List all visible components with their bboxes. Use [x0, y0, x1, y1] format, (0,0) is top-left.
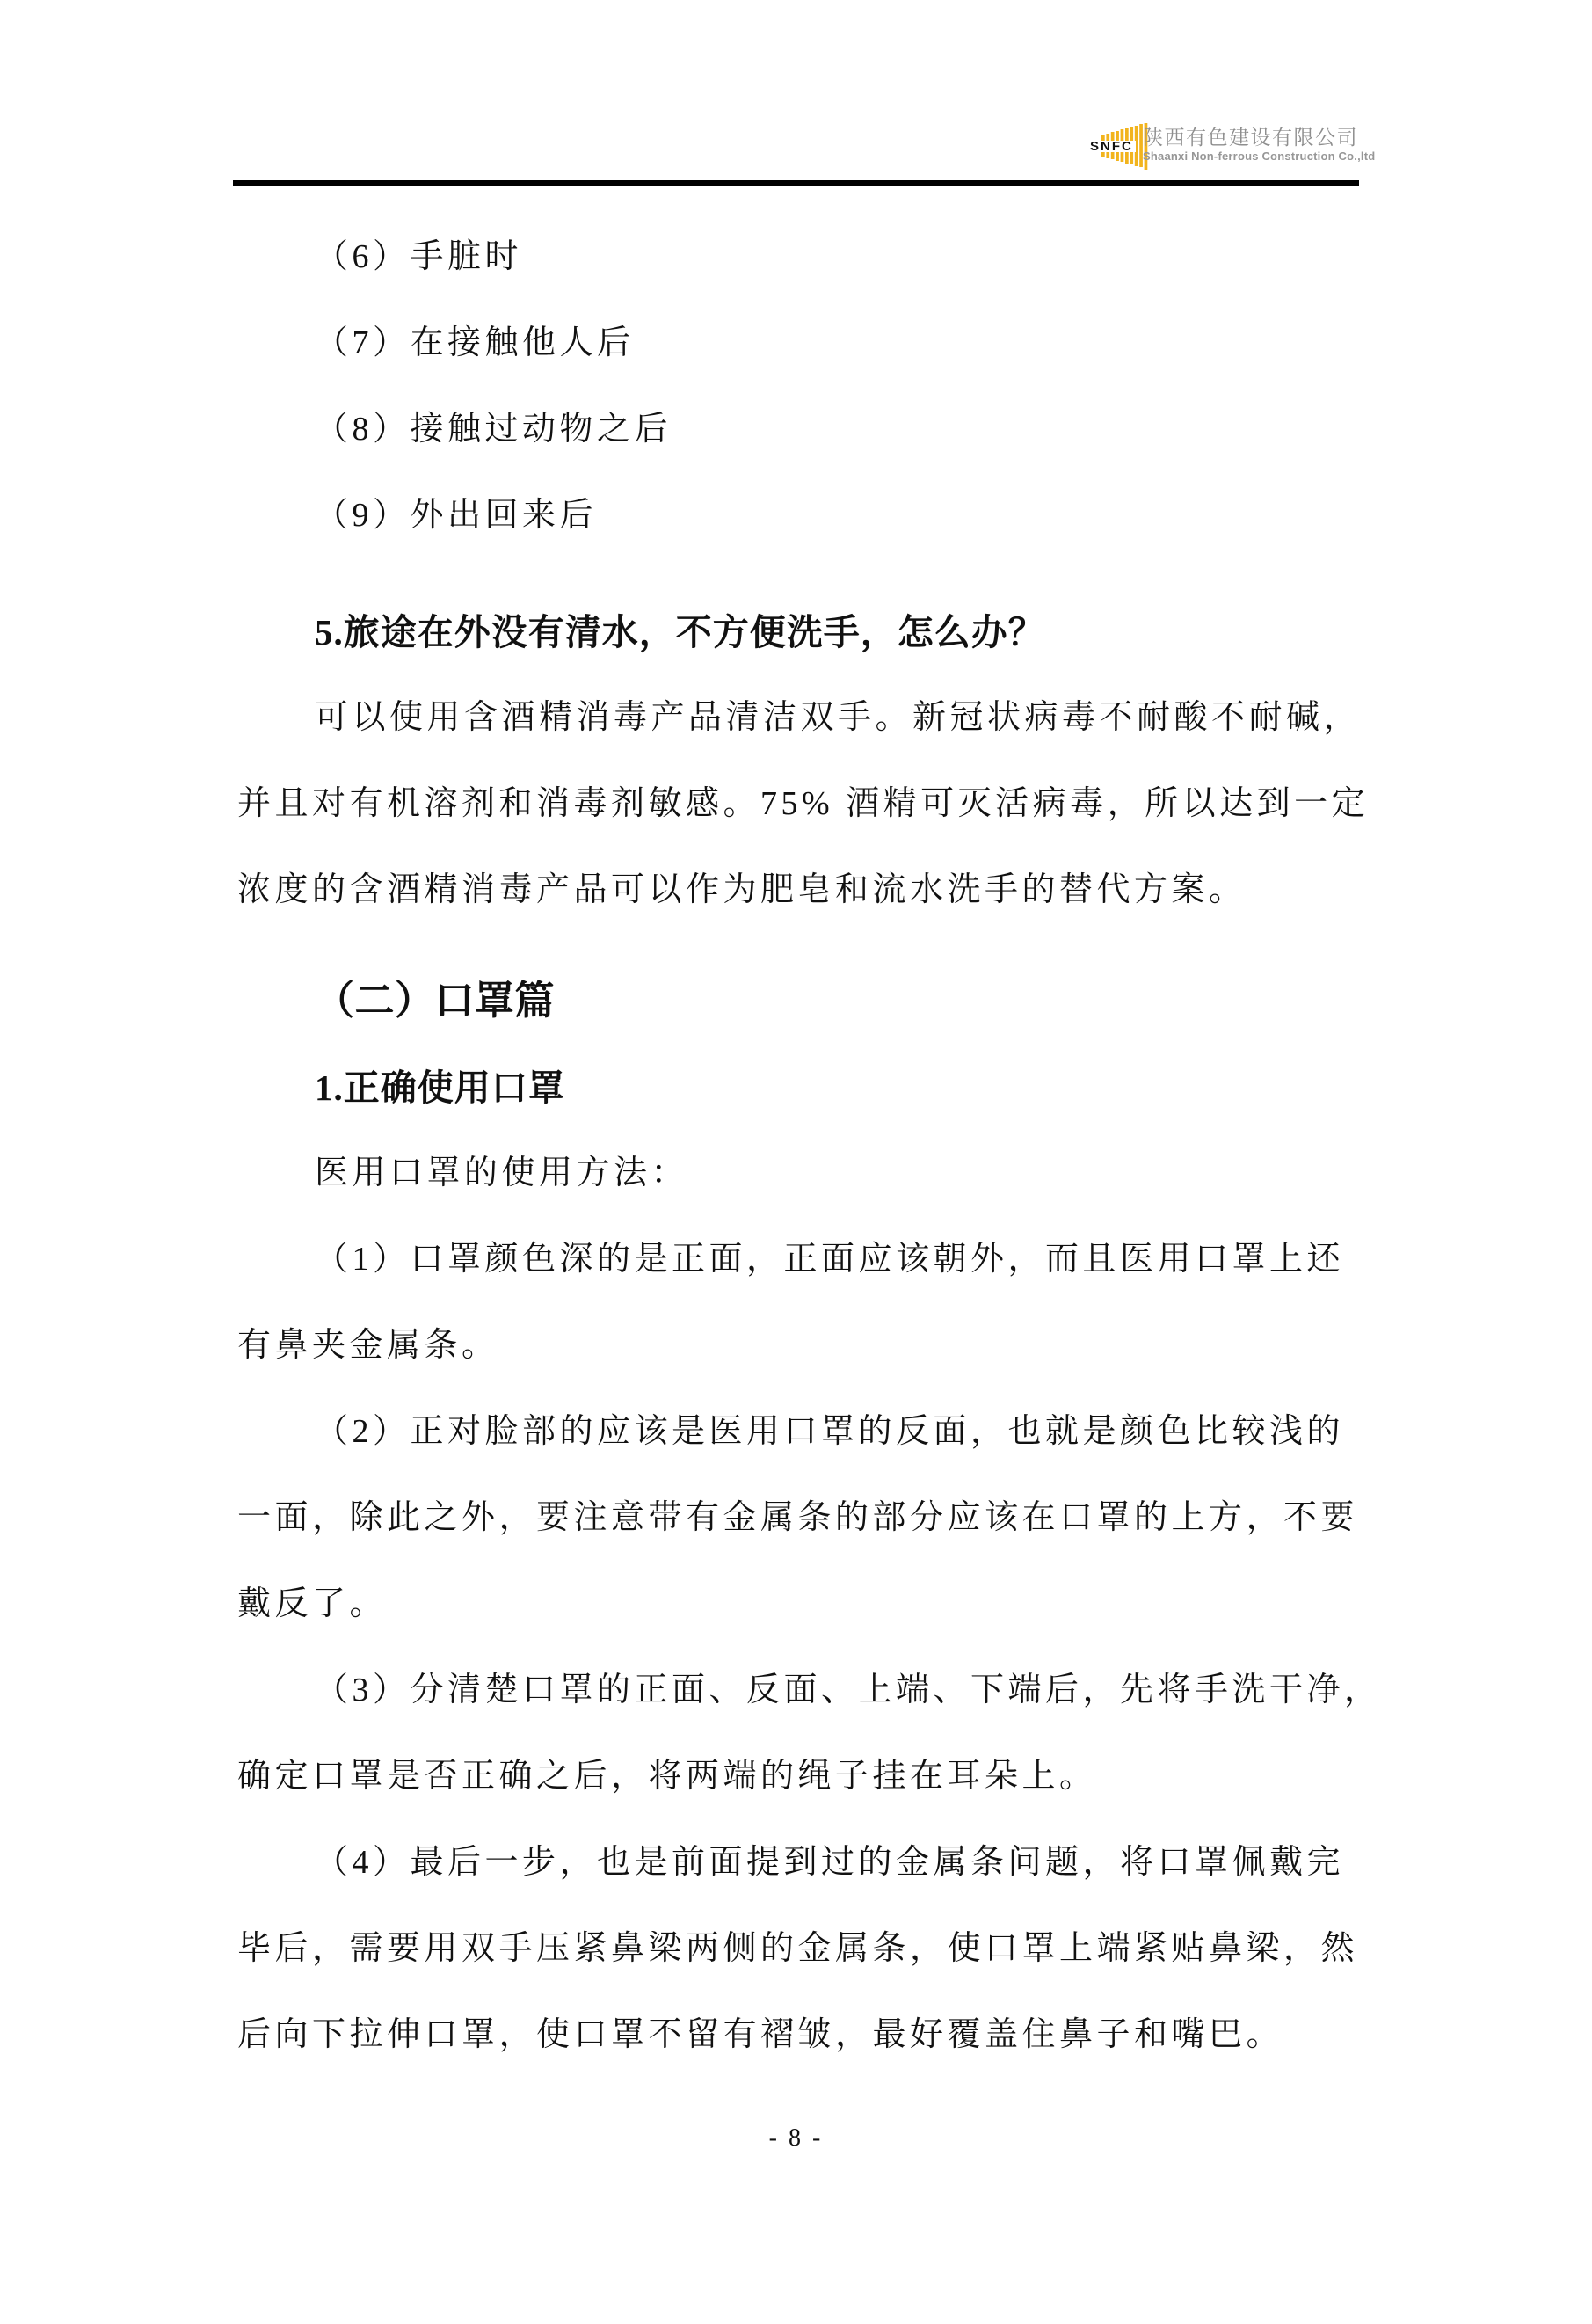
subsection-1-heading: 1.正确使用口罩 [315, 1067, 565, 1108]
paragraph-line: 可以使用含酒精消毒产品清洁双手。新冠状病毒不耐酸不耐碱， [315, 699, 1362, 736]
intro-line: 医用口罩的使用方法： [315, 1155, 689, 1191]
document-body [237, 237, 1382, 2102]
step-4-line: 后向下拉伸口罩，使口罩不留有褶皱，最好覆盖住鼻子和嘴巴。 [237, 2016, 1284, 2053]
company-name-en: Shaanxi Non-ferrous Construction Co.,ltd [1143, 149, 1376, 163]
step-4-line: （4）最后一步，也是前面提到过的金属条问题，将口罩佩戴完 [315, 1844, 1345, 1881]
header-divider [233, 180, 1359, 186]
step-2-line: 戴反了。 [237, 1585, 388, 1622]
list-item-8: （8）接触过动物之后 [315, 411, 672, 448]
paragraph-line: 浓度的含酒精消毒产品可以作为肥皂和流水洗手的替代方案。 [237, 871, 1247, 908]
company-name-block [1143, 126, 1376, 163]
company-logo [1090, 123, 1149, 170]
list-item-6: （6）手脏时 [315, 238, 523, 275]
company-name-cn: 陕西有色建设有限公司 [1143, 126, 1358, 149]
step-2-line: 一面，除此之外，要注意带有金属条的部分应该在口罩的上方，不要 [237, 1499, 1359, 1536]
section-2-heading: （二）口罩篇 [315, 979, 556, 1023]
step-1-line: 有鼻夹金属条。 [237, 1327, 499, 1364]
paragraph-line: 并且对有机溶剂和消毒剂敏感。75% 酒精可灭活病毒，所以达到一定 [237, 785, 1370, 822]
step-3-line: 确定口罩是否正确之后，将两端的绳子挂在耳朵上。 [237, 1758, 1097, 1795]
step-1-line: （1）口罩颜色深的是正面，正面应该朝外，而且医用口罩上还 [315, 1241, 1345, 1278]
snfc-logo-acronym: SNFC [1087, 141, 1136, 152]
question-5-heading: 5.旅途在外没有清水，不方便洗手，怎么办？ [315, 612, 1045, 652]
list-item-7: （7）在接触他人后 [315, 324, 635, 361]
step-2-line: （2）正对脸部的应该是医用口罩的反面，也就是颜色比较浅的 [315, 1413, 1345, 1450]
page-number: - 8 - [768, 2124, 824, 2152]
step-4-line: 毕后，需要用双手压紧鼻梁两侧的金属条，使口罩上端紧贴鼻梁，然 [237, 1930, 1359, 1967]
step-3-line: （3）分清楚口罩的正面、反面、上端、下端后，先将手洗干净， [315, 1672, 1382, 1708]
list-item-9: （9）外出回来后 [315, 497, 598, 534]
